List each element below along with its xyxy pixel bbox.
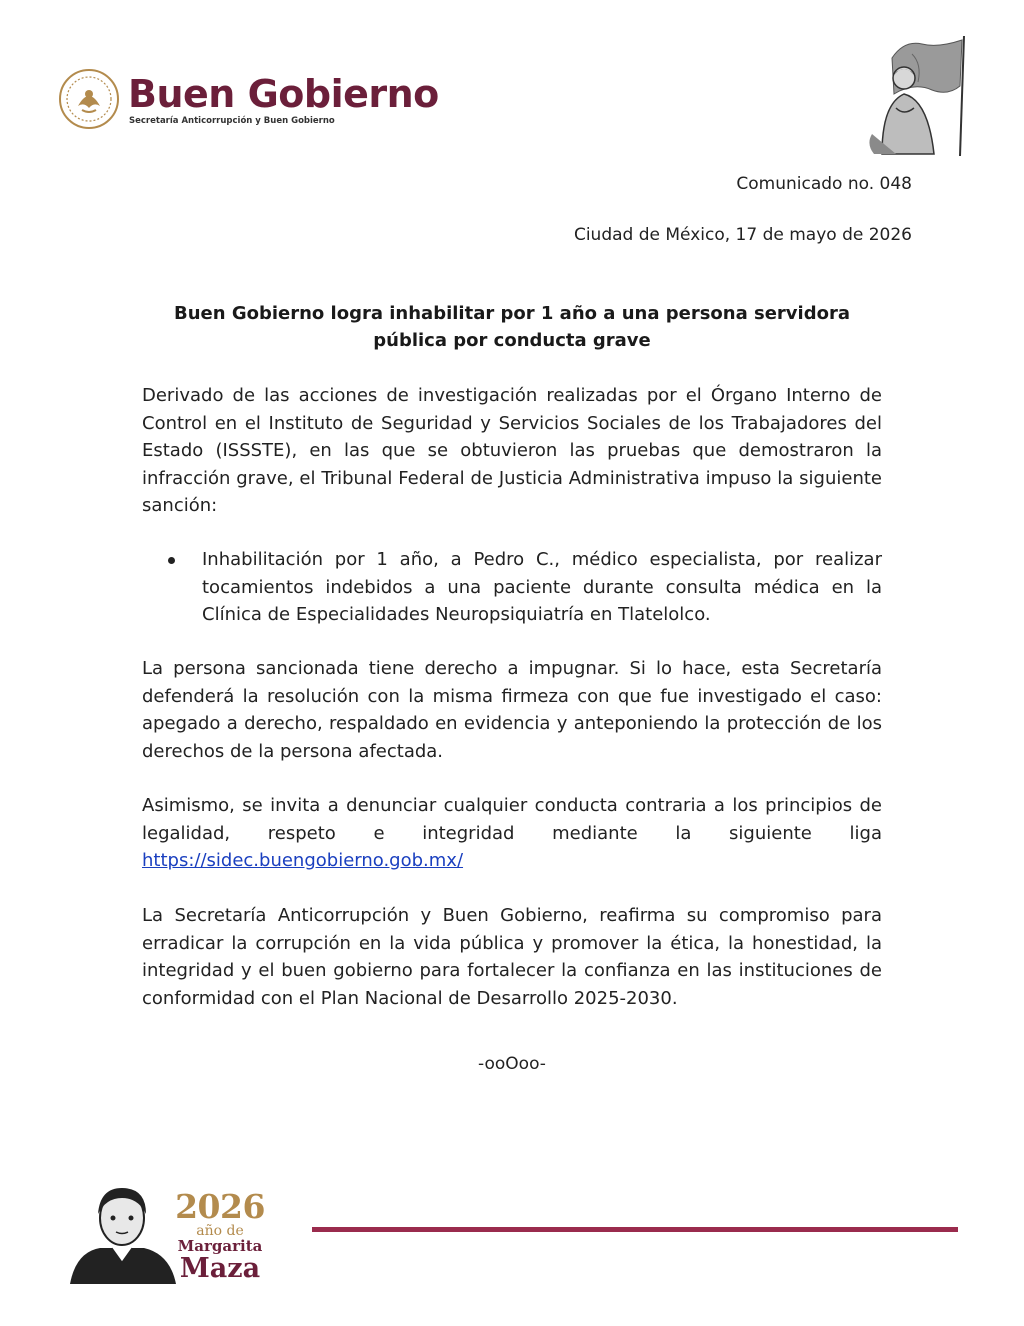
sanction-text: Inhabilitación por 1 año, a Pedro C., médico especialista, por realizar tocamientos indebidos a una paciente durante consulta médica en la Clínica de Especialidades Neuropsiquiatría en Tlatelolco.	[202, 549, 882, 625]
press-release-title	[150, 300, 874, 354]
sanction-list	[142, 546, 882, 629]
year-2026-margarita-maza-logo	[172, 1187, 268, 1284]
title-line-2: pública por conducta grave	[373, 330, 651, 351]
sidec-link[interactable]: https://sidec.buengobierno.gob.mx/	[142, 850, 464, 871]
bullet-icon	[168, 557, 175, 564]
year-name-first: Margarita	[177, 1237, 263, 1255]
title-line-1: Buen Gobierno logra inhabilitar por 1 año a una persona servidora	[174, 303, 850, 324]
paragraph-commitment: La Secretaría Anticorrupción y Buen Gobierno, reafirma su compromiso para erradicar la corrupción en la vida pública y promover la ética, la honestidad, la integridad y el buen gobierno para fortalecer la confianza en las instituciones de conformidad con el Plan Nacional de Desarrollo 2025-2030.	[142, 905, 882, 1009]
closing-mark: -ooOoo-	[478, 1054, 546, 1074]
year-number: 2026	[175, 1187, 265, 1226]
logo-name: Buen Gobierno	[128, 72, 439, 116]
year-name-last: Maza	[179, 1253, 261, 1284]
paragraph-invitation	[142, 792, 882, 875]
buen-gobierno-logo	[58, 68, 478, 132]
place-date: Ciudad de México, 17 de mayo de 2026	[573, 225, 912, 245]
year-de: año de	[196, 1223, 244, 1239]
invitation-text: Asimismo, se invita a denunciar cualquier conducta contraria a los principios de legalidad, respeto e integridad mediante la siguiente liga	[142, 795, 882, 844]
footer-divider	[312, 1227, 958, 1232]
mexico-seal-icon	[58, 68, 120, 130]
margarita-maza-portrait	[66, 1182, 178, 1284]
heroine-flag-illustration	[852, 34, 974, 158]
comunicado-number: Comunicado no. 048	[736, 174, 912, 194]
paragraph-investigation: Derivado de las acciones de investigación realizadas por el Órgano Interno de Control en el Instituto de Seguridad y Servicios Sociales de los Trabajadores del Estado (ISSSTE), en las que se obtuvieron las pruebas que demostraron la infracción grave, el Tribunal Federal de Justicia Administrativa impuso la siguiente sanción:	[142, 385, 882, 516]
logo-subtitle: Secretaría Anticorrupción y Buen Gobierno	[129, 116, 335, 126]
list-item	[142, 546, 882, 629]
paragraph-right-to-appeal: La persona sancionada tiene derecho a impugnar. Si lo hace, esta Secretaría defenderá la resolución con la misma firmeza con que fue investigado el caso: apegado a derecho, respaldado en evidencia y anteponiendo la protección de los derechos de la persona afectada.	[142, 658, 882, 762]
